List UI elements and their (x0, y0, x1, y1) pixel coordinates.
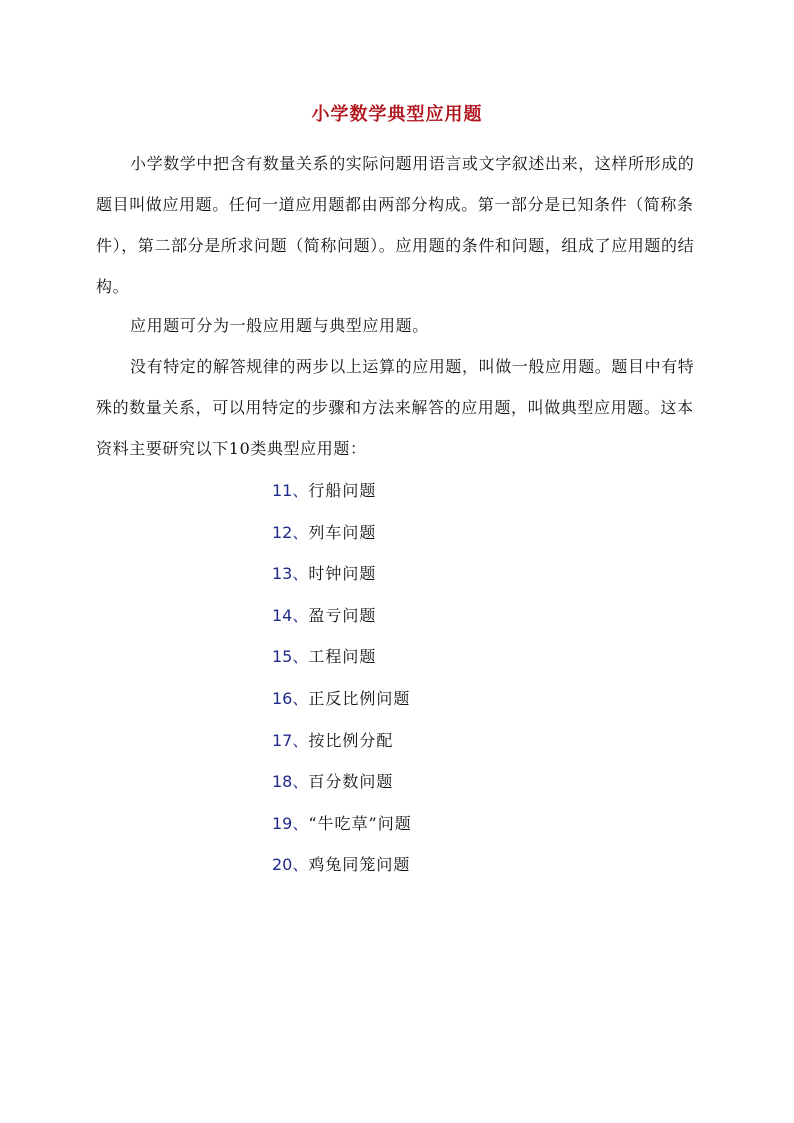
classification-paragraph-text: 应用题可分为一般应用题与典型应用题。 (130, 316, 429, 335)
intro-paragraph (96, 143, 696, 307)
list-item-separator: 、 (292, 605, 309, 625)
list-item (272, 678, 412, 720)
list-item-label: 列车问题 (308, 522, 377, 542)
list-item-separator: 、 (292, 647, 309, 667)
list-item-number: 18 (272, 772, 293, 792)
list-item-label: 时钟问题 (308, 564, 377, 584)
list-item-number: 20 (272, 855, 293, 875)
list-item-separator: 、 (292, 481, 309, 500)
list-item (272, 761, 412, 803)
list-item-separator: 、 (292, 688, 309, 708)
list-item-number: 16 (272, 688, 293, 708)
list-item-label: 按比例分配 (308, 730, 394, 750)
list-item-number: 11 (272, 481, 293, 500)
list-item-separator: 、 (292, 564, 309, 584)
list-item-separator: 、 (292, 813, 309, 833)
list-item (272, 844, 412, 886)
page-title: 小学数学典型应用题 (311, 104, 483, 125)
list-item (272, 512, 412, 554)
list-item-separator: 、 (292, 772, 309, 792)
list-item-separator: 、 (292, 730, 309, 750)
list-item-separator: 、 (292, 522, 309, 542)
list-item-number: 14 (272, 605, 293, 625)
list-item-label: 鸡兔同笼问题 (308, 855, 411, 875)
intro-paragraph-text: 小学数学中把含有数量关系的实际问题用语言或文字叙述出来，这样所形成的题目叫做应用题。任何一道应用题都由两部分构成。第一部分是已知条件（简称条件），第二部分是所求问题（简称问题）。应用题的条件和问题，组成了应用题的结构。 (96, 154, 695, 296)
list-item (272, 470, 412, 512)
list-item-number: 12 (272, 522, 293, 542)
list-item-label: 正反比例问题 (308, 688, 411, 708)
list-item-number: 17 (272, 730, 293, 750)
definition-paragraph-text: 没有特定的解答规律的两步以上运算的应用题，叫做一般应用题。题目中有特殊的数量关系，可以用特定的步骤和方法来解答的应用题，叫做典型应用题。这本资料主要研究以下10类典型应用题： (96, 357, 695, 458)
list-item-label: 盈亏问题 (308, 605, 377, 625)
list-item (272, 553, 412, 595)
list-item-separator: 、 (292, 855, 309, 875)
definition-paragraph (96, 346, 696, 469)
list-item (272, 720, 412, 762)
list-item-label: “牛吃草”问题 (308, 813, 412, 833)
list-item-number: 15 (272, 647, 293, 667)
list-item (272, 803, 412, 845)
list-item-number: 13 (272, 564, 293, 584)
list-item-label: 百分数问题 (308, 772, 394, 792)
problem-type-list (272, 470, 412, 886)
list-item-number: 19 (272, 813, 293, 833)
classification-paragraph (96, 305, 696, 346)
list-item-label: 工程问题 (308, 647, 377, 667)
list-item (272, 595, 412, 637)
list-item (272, 636, 412, 678)
list-item-label: 行船问题 (308, 481, 377, 500)
